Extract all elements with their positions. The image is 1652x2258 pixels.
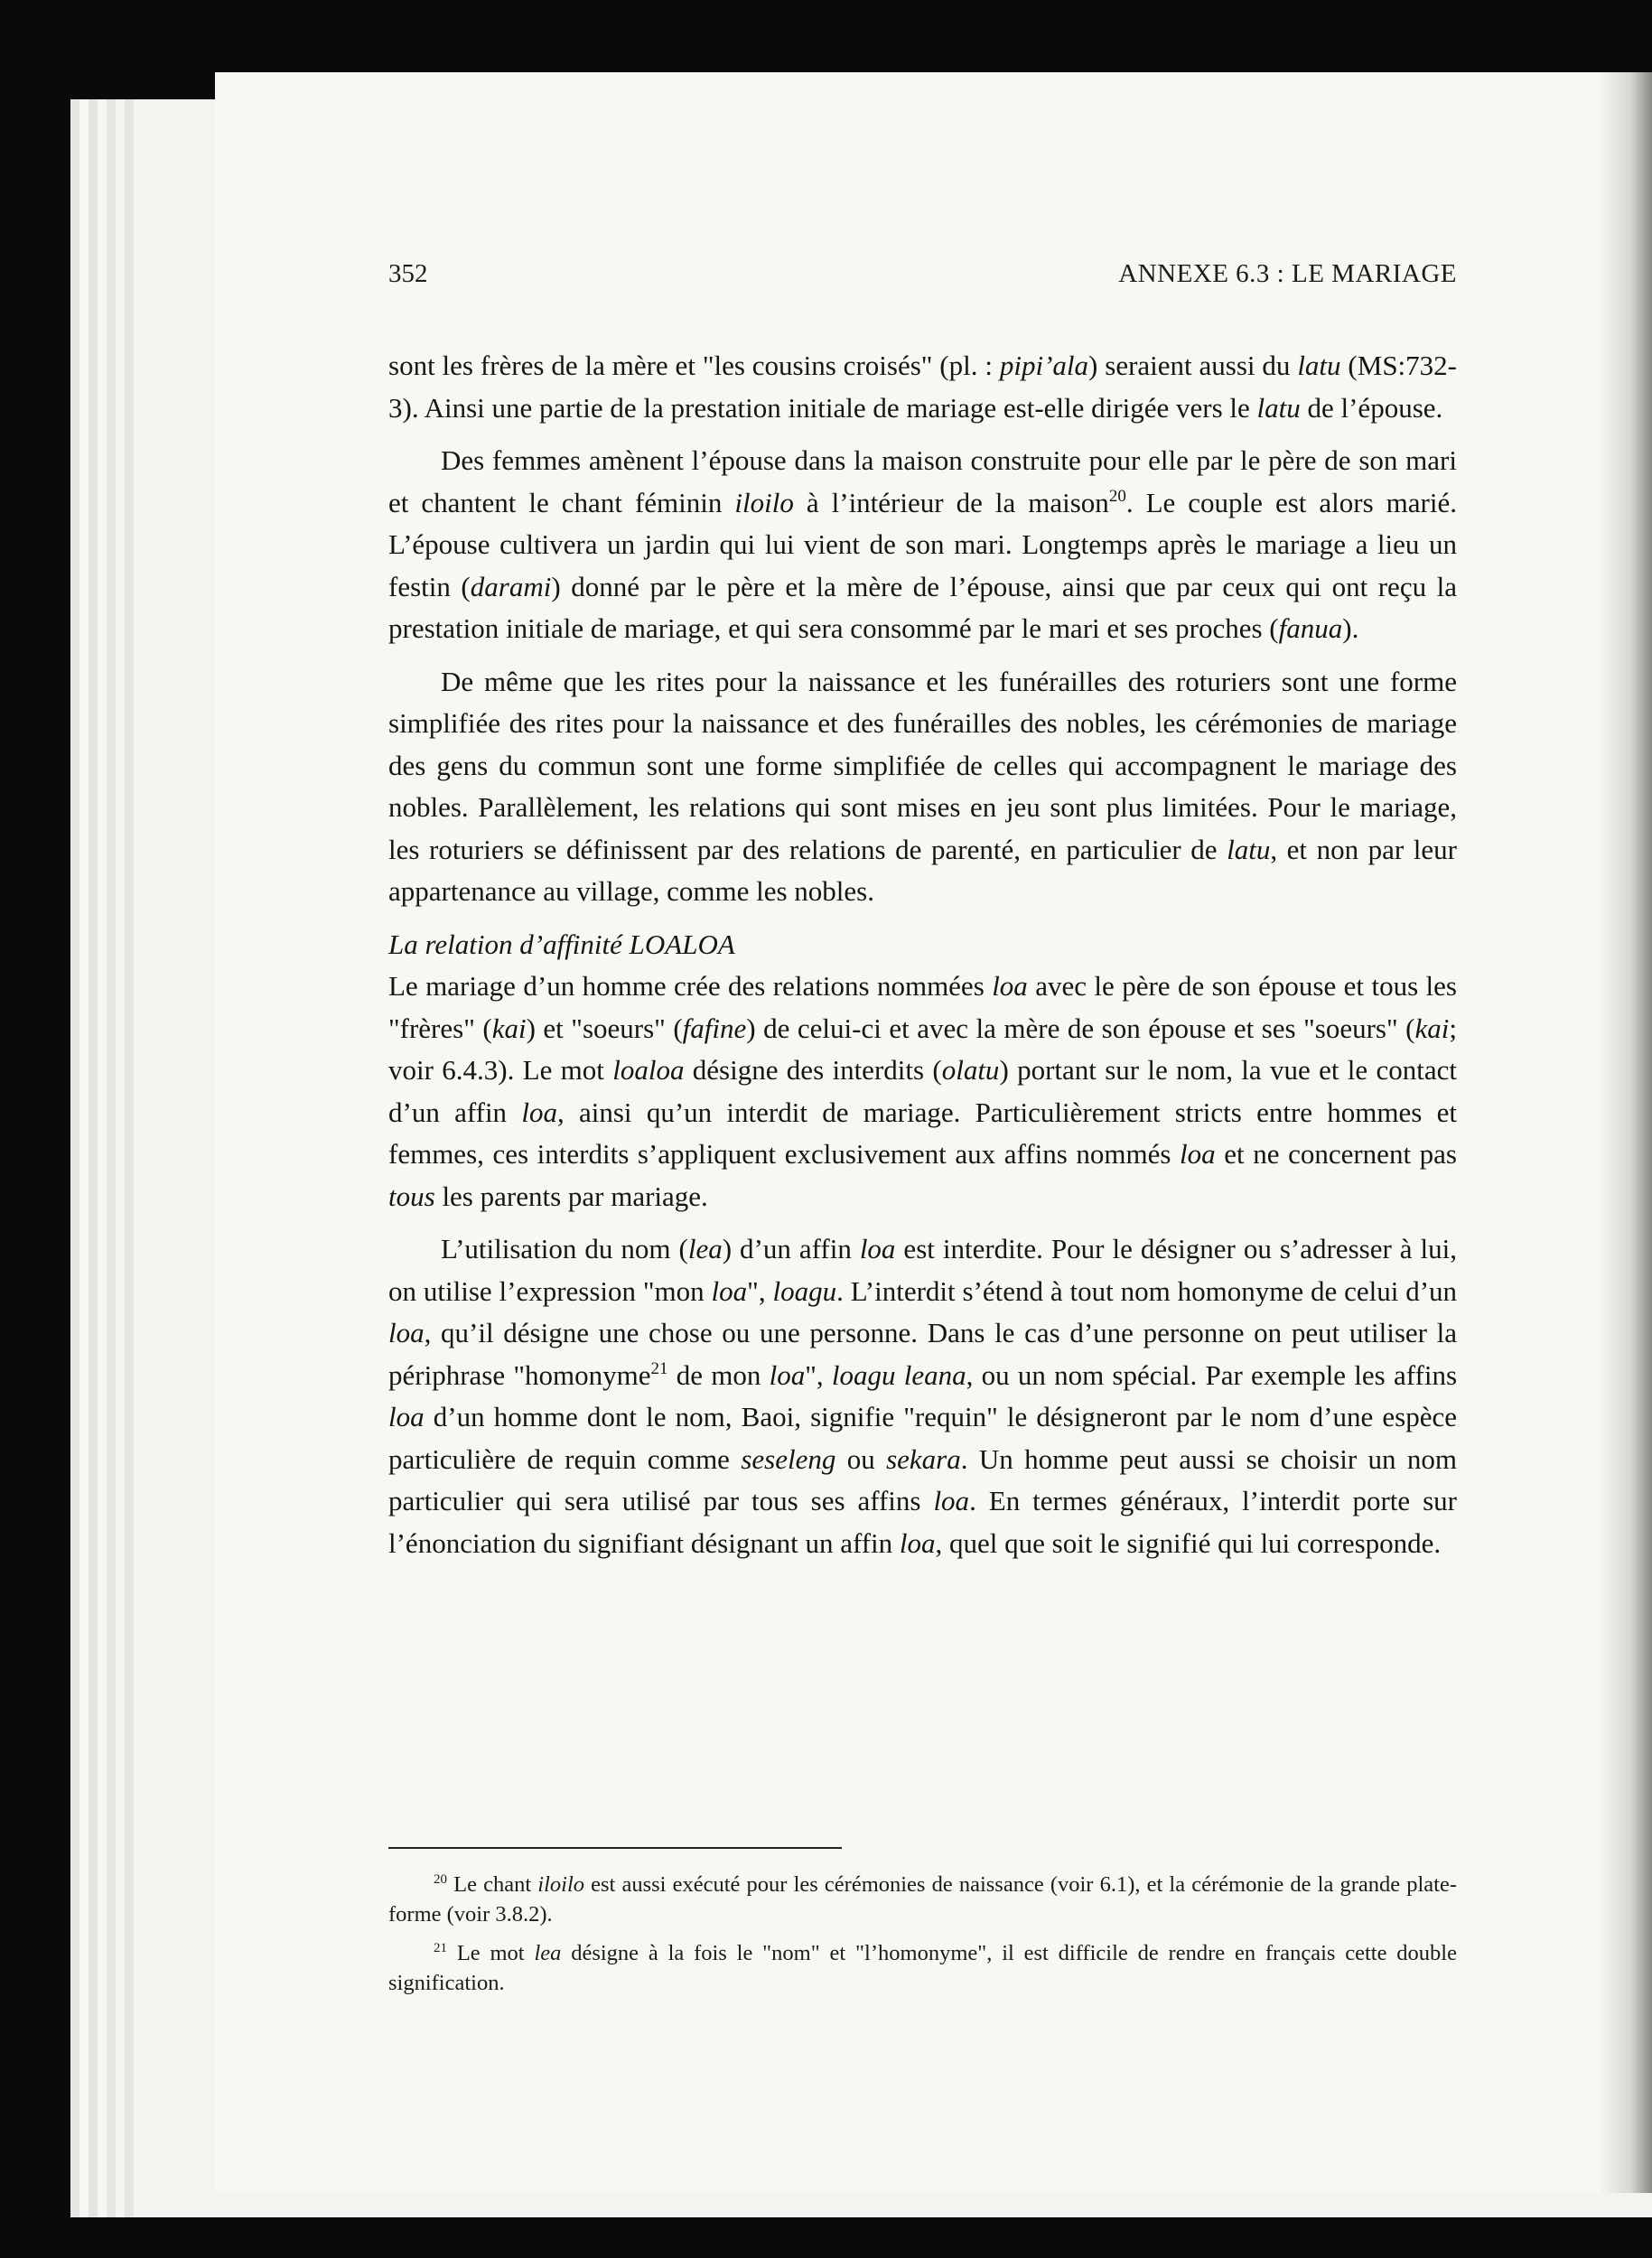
paragraph-2 <box>388 440 1457 650</box>
italic-term: loa <box>1180 1138 1216 1170</box>
italic-term: latu <box>1297 350 1341 381</box>
footnote-20 <box>388 1870 1457 1929</box>
italic-term: loa <box>521 1096 557 1128</box>
text-run: , et non par leur appartenance au village, comme les nobles. <box>388 833 1457 907</box>
text-run: à l’intérieur de la maison <box>793 486 1109 518</box>
footnote-ref: 20 <box>434 1872 447 1887</box>
italic-term: loa <box>711 1274 748 1307</box>
italic-term: lea <box>534 1941 562 1965</box>
text-run: De même que les rites pour la naissance et les funérailles des roturiers sont une forme simplifiée des rites pour la naissance et des funérailles des nobles, les cérémonies de mariage des gens du commun sont une forme simplifiée de celles qui accompagnent le mariage des nobles. Parallèlement, les relations qui sont mises en jeu sont plus limitées. Pour le mariage, les roturiers se définissent par des relations de parenté, en particulier de <box>388 665 1457 865</box>
text-run: de mon <box>667 1358 770 1391</box>
text-run: est interdite. Pour le désigner ou s’adresser à lui, on utilise l’expression "mon <box>388 1233 1457 1307</box>
text-run: d’un homme dont le nom, Baoi, signifie "requin" le désigneront par le nom d’une espèce particulière de requin comme <box>388 1401 1457 1475</box>
text-run: est aussi exécuté pour les cérémonies de naissance (voir 6.1), et la cérémonie de la grande plate-forme (voir 3.8.2). <box>388 1872 1457 1927</box>
text-run: ) de celui-ci et avec la mère de son épouse et ses "soeurs" ( <box>746 1012 1415 1044</box>
paragraph-1 <box>388 345 1457 429</box>
italic-term: olatu <box>941 1054 1000 1086</box>
italic-term: fafine <box>682 1012 747 1044</box>
section-heading: La relation d’affinité LOALOA <box>388 928 735 960</box>
text-run: ", <box>805 1358 832 1391</box>
italic-term: loa <box>388 1401 425 1432</box>
body-text <box>388 345 1457 1575</box>
text-run: Le mot <box>447 1941 535 1965</box>
text-run: . Le couple est alors marié. L’épouse cultivera un jardin qui lui vient de son mari. Longtemps après le mariage a lieu un festin ( <box>388 486 1457 602</box>
text-run: désigne à la fois le "nom" et "l’homonyme", il est difficile de rendre en français cette double signification. <box>388 1941 1457 1995</box>
text-run: L’utilisation du nom ( <box>441 1233 688 1264</box>
page-gutter-shadow <box>1598 72 1652 2193</box>
italic-term: latu <box>1256 391 1301 424</box>
italic-term: darami <box>470 570 552 602</box>
italic-term: seseleng <box>741 1442 836 1475</box>
italic-term: fanua <box>1278 612 1343 644</box>
text-run: les parents par mariage. <box>434 1180 708 1212</box>
text-run: sont les frères de la mère et "les cousins croisés" (pl. : <box>388 350 1000 381</box>
paragraph-4 <box>388 966 1457 1218</box>
footnote-ref: 21 <box>650 1358 668 1378</box>
italic-term: loa <box>992 970 1028 1002</box>
text-run: Le chant <box>447 1872 538 1897</box>
text-run: ; voir 6.4.3). Le mot <box>388 1012 1457 1086</box>
footnotes <box>388 1870 1457 2007</box>
text-run: , quel que soit le signifié qui lui corresponde. <box>935 1526 1442 1559</box>
text-run: de l’épouse. <box>1300 391 1443 424</box>
text-run: et ne concernent pas <box>1215 1138 1457 1170</box>
page-header <box>388 259 1457 295</box>
text-run: avec le père de son épouse et tous les "frères" ( <box>388 970 1457 1044</box>
text-run: . Un homme peut aussi se choisir un nom particulier qui sera utilisé par tous ses affins <box>388 1442 1457 1516</box>
footnote-21 <box>388 1938 1457 1998</box>
paragraph-5 <box>388 1228 1457 1564</box>
text-run: , ainsi qu’un interdit de mariage. Particulièrement stricts entre hommes et femmes, ces interdits s’appliquent exclusivement aux affins nommés <box>388 1096 1457 1170</box>
text-run: Le mariage d’un homme crée des relations nommées <box>388 970 993 1002</box>
text-run: (MS:732-3). Ainsi une partie de la prestation initiale de mariage est-elle dirigée vers le <box>388 350 1457 424</box>
text-run: , ou un nom spécial. Par exemple les affins <box>966 1358 1458 1391</box>
italic-term: loa <box>769 1358 806 1391</box>
italic-term: loa <box>899 1526 936 1559</box>
italic-term: loa <box>859 1233 896 1264</box>
italic-term: pipi’ala <box>999 350 1089 381</box>
text-run: ) seraient aussi du <box>1088 350 1298 381</box>
italic-term: kai <box>491 1012 527 1044</box>
italic-term: kai <box>1414 1012 1450 1044</box>
italic-term: loa <box>933 1485 970 1516</box>
text-run: ). <box>1342 612 1359 644</box>
text-run: ) d’un affin <box>722 1233 860 1264</box>
italic-term: iloilo <box>734 486 794 518</box>
text-run: . L’interdit s’étend à tout nom homonyme de celui d’un <box>836 1274 1458 1307</box>
text-run: ou <box>835 1442 887 1475</box>
text-run: désigne des interdits ( <box>684 1054 942 1086</box>
italic-term: sekara <box>886 1442 961 1475</box>
text-run: , qu’il désigne une chose ou une personne. Dans le cas d’une personne on peut utiliser la périphrase "homonyme <box>388 1317 1457 1391</box>
footnote-ref: 20 <box>1108 486 1126 506</box>
paragraph-3 <box>388 661 1457 913</box>
italic-term: latu <box>1227 833 1271 865</box>
page-number: 352 <box>388 259 428 288</box>
italic-term: iloilo <box>537 1872 585 1897</box>
text-run: . En termes généraux, l’interdit porte sur l’énonciation du signifiant désignant un affin <box>388 1485 1457 1559</box>
italic-term: loa <box>388 1317 425 1348</box>
italic-term: loaloa <box>612 1054 685 1086</box>
italic-term: lea <box>687 1233 723 1264</box>
italic-term: loagu leana <box>831 1358 966 1391</box>
italic-term: loagu <box>772 1274 837 1307</box>
footnote-ref: 21 <box>434 1941 447 1955</box>
text-run: Des femmes amènent l’épouse dans la maison construite pour elle par le père de son mari et chantent le chant féminin <box>388 444 1457 518</box>
text-run: ) portant sur le nom, la vue et le contact d’un affin <box>388 1054 1457 1128</box>
text-run: ) donné par le père et la mère de l’épouse, ainsi que par ceux qui ont reçu la prestation initiale de mariage, et qui sera consommé par le mari et ses proches ( <box>388 570 1457 644</box>
italic-term: tous <box>388 1180 435 1212</box>
text-run: ) et "soeurs" ( <box>526 1012 683 1044</box>
footnote-rule <box>388 1847 842 1849</box>
running-title: ANNEXE 6.3 : LE MARIAGE <box>1118 259 1457 288</box>
text-run: ", <box>747 1274 773 1307</box>
